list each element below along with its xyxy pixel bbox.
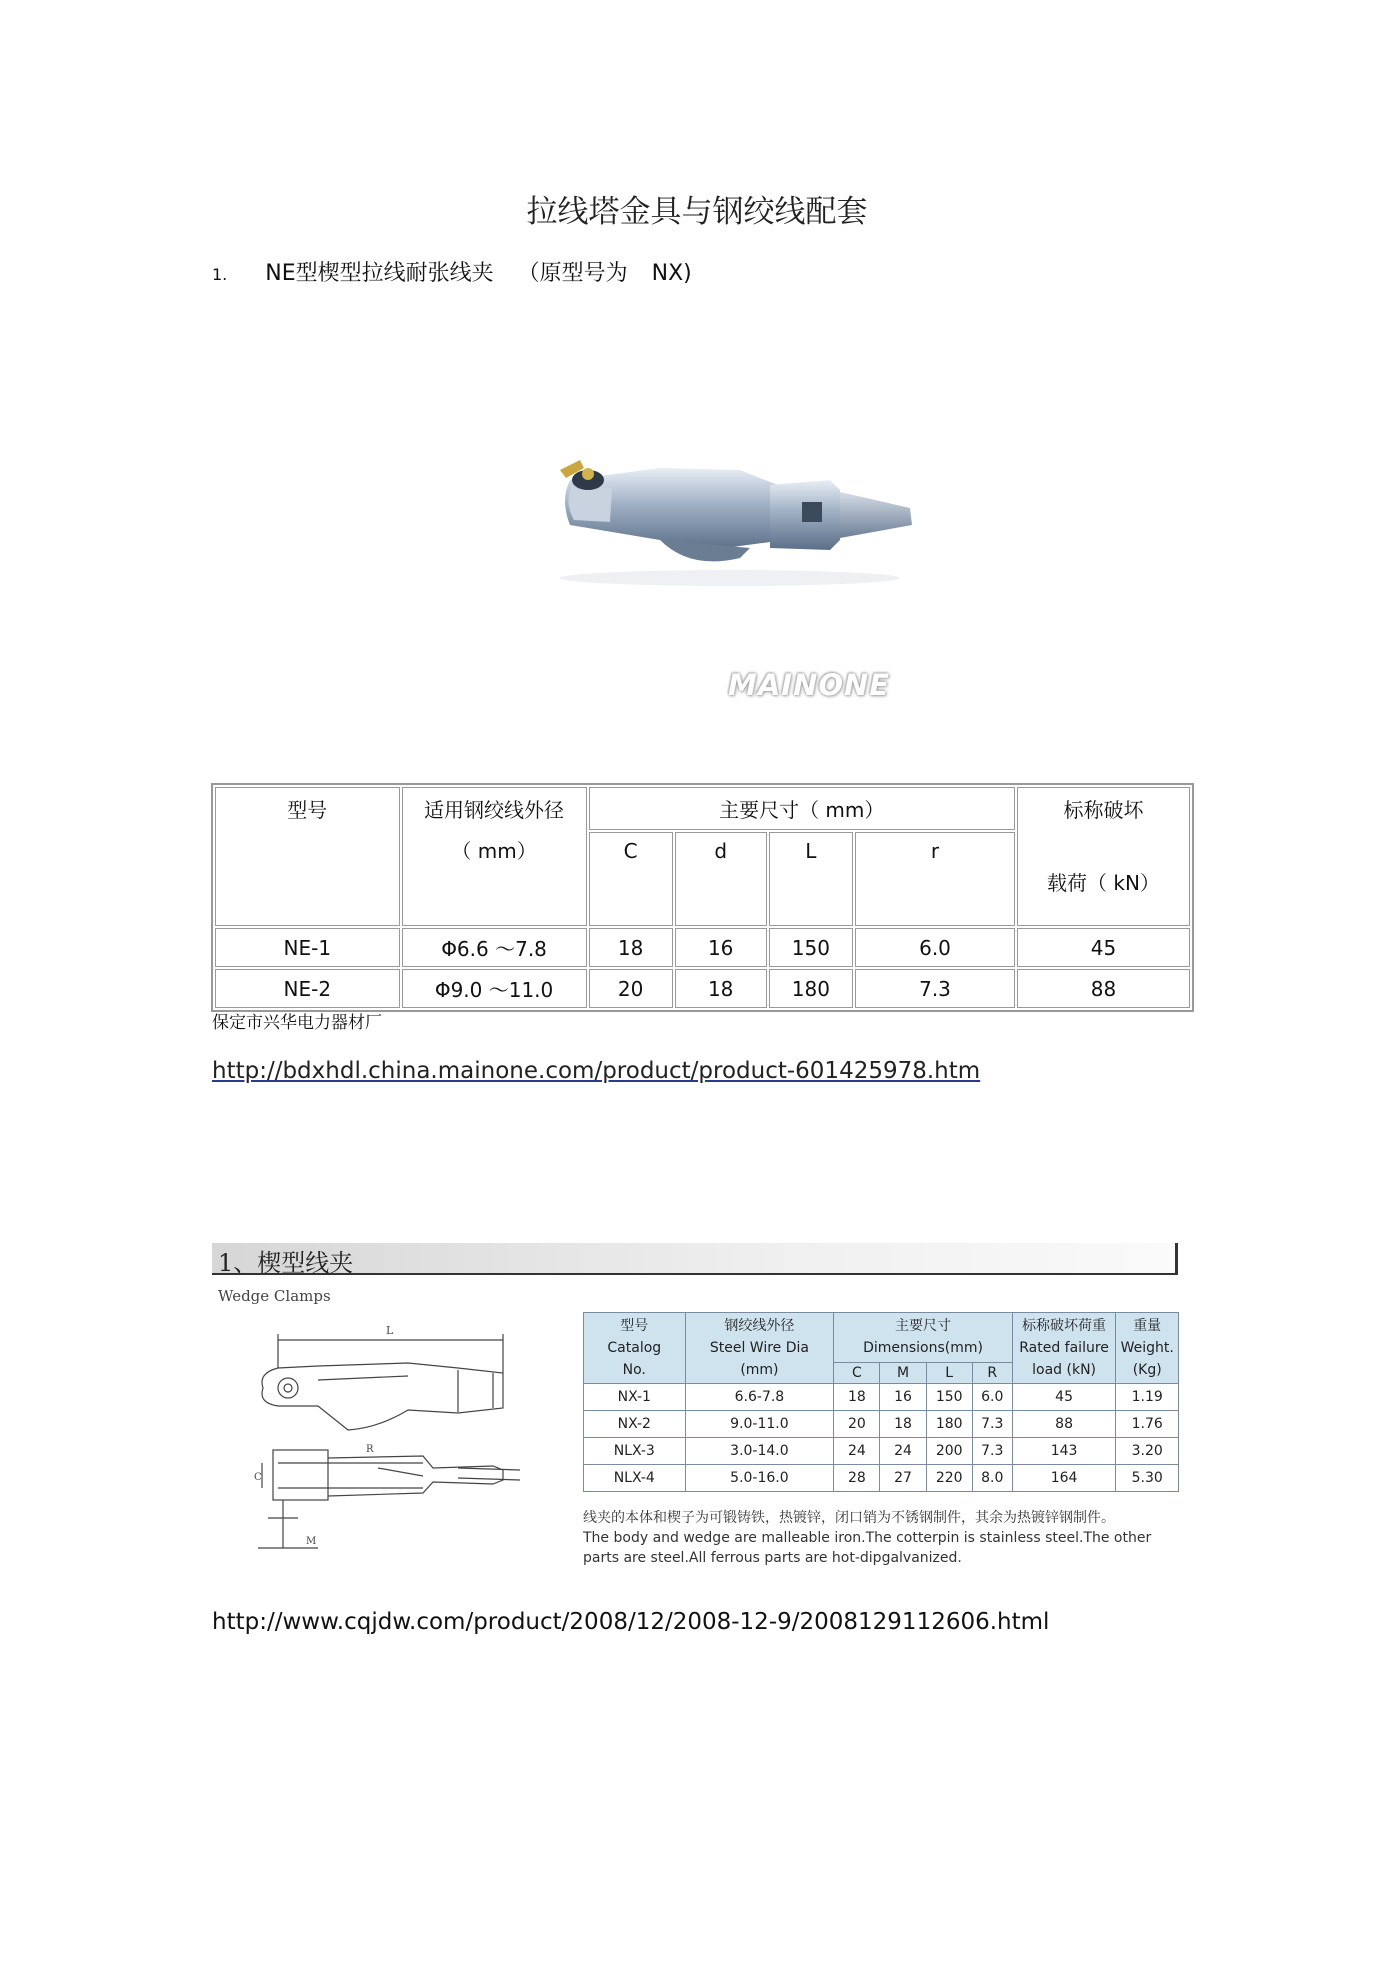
cell: 143 [1012, 1438, 1116, 1465]
header-text: 重量 [1133, 1318, 1162, 1334]
header-dimensions-mm [834, 1313, 1012, 1363]
material-note-en: The body and wedge are malleable iron.The cotterpin is stainless steel.The other parts are steel.All ferrous parts are hot-dipgalvanized. [583, 1530, 1152, 1566]
header-c: C [589, 832, 673, 926]
header-diameter-line1: 适用钢绞线外径 [424, 798, 565, 822]
header-c: C [834, 1362, 880, 1383]
cell: 150 [769, 928, 853, 967]
cell: 180 [926, 1411, 972, 1438]
section-1-heading [212, 256, 692, 287]
wedge-clamp-drawing [254, 1318, 520, 1563]
header-d: d [675, 832, 767, 926]
cell: 5.30 [1116, 1465, 1179, 1492]
cell: 6.0 [855, 928, 1015, 967]
header-m: M [880, 1362, 926, 1383]
cell: NE-1 [215, 928, 400, 967]
cell: 28 [834, 1465, 880, 1492]
cell: NX-1 [584, 1384, 686, 1411]
cell: 45 [1012, 1384, 1116, 1411]
section-number: 1. [212, 265, 228, 284]
cell: 18 [589, 928, 673, 967]
header-text: Steel Wire Dia [709, 1340, 809, 1356]
dim-label-m: M [306, 1536, 317, 1547]
dim-label-l: L [386, 1324, 394, 1337]
cell: 1.76 [1116, 1411, 1179, 1438]
header-l: L [926, 1362, 972, 1383]
table-row [584, 1465, 1179, 1492]
header-r: r [855, 832, 1015, 926]
table-row [584, 1411, 1179, 1438]
header-model: 型号 [215, 787, 400, 926]
header-text: (Kg) [1132, 1362, 1162, 1378]
heading-part-c: NX) [651, 261, 692, 286]
cell: 7.3 [855, 969, 1015, 1008]
header-rated-load [1012, 1313, 1116, 1384]
header-load-line2: 载荷（ kN） [1047, 871, 1160, 895]
wedge-clamp-photo [540, 430, 920, 590]
ne-clamp-spec-table [211, 783, 1194, 1012]
header-load [1017, 787, 1190, 926]
header-catalog [584, 1313, 686, 1384]
section-2-title: 1、楔型线夹 [218, 1249, 354, 1277]
cell: 150 [926, 1384, 972, 1411]
dim-label-r: R [366, 1444, 374, 1455]
cell: 24 [834, 1438, 880, 1465]
material-note [583, 1508, 1183, 1568]
cell: 16 [880, 1384, 926, 1411]
header-weight [1116, 1313, 1179, 1384]
source-link-1[interactable]: http://bdxhdl.china.mainone.com/product/product-601425978.htm [212, 1058, 981, 1084]
header-text: 标称破坏荷重 [1022, 1318, 1107, 1334]
header-load-line1: 标称破坏 [1063, 798, 1144, 822]
cell: 16 [675, 928, 767, 967]
cell: 20 [834, 1411, 880, 1438]
header-text: No. [622, 1362, 646, 1378]
header-text: Weight. [1120, 1340, 1174, 1356]
header-l: L [769, 832, 853, 926]
material-note-cn: 线夹的本体和楔子为可锻铸铁，热镀锌，闭口销为不锈钢制件，其余为热镀锌钢制件。 [583, 1510, 1115, 1526]
section-2-subtitle: Wedge Clamps [218, 1287, 331, 1305]
cell: 8.0 [972, 1465, 1012, 1492]
cell: 6.6-7.8 [685, 1384, 834, 1411]
cell: Φ9.0 ～11.0 [402, 969, 587, 1008]
cell: Φ6.6 ～7.8 [402, 928, 587, 967]
cell: 18 [675, 969, 767, 1008]
cell: 200 [926, 1438, 972, 1465]
table-row [584, 1438, 1179, 1465]
heading-part-a: NE型楔型拉线耐张线夹 [265, 261, 494, 286]
header-text: 型号 [620, 1318, 649, 1334]
cell: 3.0-14.0 [685, 1438, 834, 1465]
header-diameter [402, 787, 587, 926]
cell: 5.0-16.0 [685, 1465, 834, 1492]
header-text: Dimensions(mm) [863, 1340, 983, 1357]
source-link-2[interactable]: http://www.cqjdw.com/product/2008/12/2008-12-9/2008129112606.html [212, 1609, 1050, 1635]
header-text: Rated failure [1019, 1340, 1109, 1356]
header-text: (mm) [740, 1362, 779, 1378]
header-diameter-line2: （ mm） [451, 839, 537, 863]
cell: 18 [880, 1411, 926, 1438]
cell: 88 [1012, 1411, 1116, 1438]
header-divider [1175, 1243, 1178, 1273]
cell: 18 [834, 1384, 880, 1411]
header-text: 主要尺寸 [895, 1318, 952, 1335]
table-row [584, 1384, 1179, 1411]
header-text: load (kN) [1032, 1362, 1096, 1378]
cell: 20 [589, 969, 673, 1008]
cell: 45 [1017, 928, 1190, 967]
header-text: 钢绞线外径 [724, 1318, 795, 1334]
cell: 7.3 [972, 1411, 1012, 1438]
wedge-clamp-catalog-table [583, 1312, 1179, 1492]
table-row [215, 928, 1190, 967]
heading-part-b: （原型号为 [517, 261, 628, 286]
header-r: R [972, 1362, 1012, 1383]
cell: NX-2 [584, 1411, 686, 1438]
header-wire-dia [685, 1313, 834, 1384]
cell: NE-2 [215, 969, 400, 1008]
cell: 1.19 [1116, 1384, 1179, 1411]
cell: 180 [769, 969, 853, 1008]
cell: NLX-4 [584, 1465, 686, 1492]
watermark-logo: MAINONE [728, 668, 891, 702]
dim-label-c: C [254, 1472, 262, 1483]
cell: 3.20 [1116, 1438, 1179, 1465]
cell: 220 [926, 1465, 972, 1492]
cell: NLX-3 [584, 1438, 686, 1465]
section-2-header [212, 1243, 1178, 1275]
cell: 24 [880, 1438, 926, 1465]
cell: 7.3 [972, 1438, 1012, 1465]
cell: 9.0-11.0 [685, 1411, 834, 1438]
cell: 6.0 [972, 1384, 1012, 1411]
cell: 164 [1012, 1465, 1116, 1492]
header-text: Catalog [607, 1340, 662, 1356]
table-row [215, 969, 1190, 1008]
company-name: 保定市兴华电力器材厂 [212, 1013, 382, 1033]
cell: 88 [1017, 969, 1190, 1008]
document-title: 拉线塔金具与钢绞线配套 [526, 194, 868, 230]
header-dimensions: 主要尺寸（ mm） [589, 787, 1015, 830]
cell: 27 [880, 1465, 926, 1492]
